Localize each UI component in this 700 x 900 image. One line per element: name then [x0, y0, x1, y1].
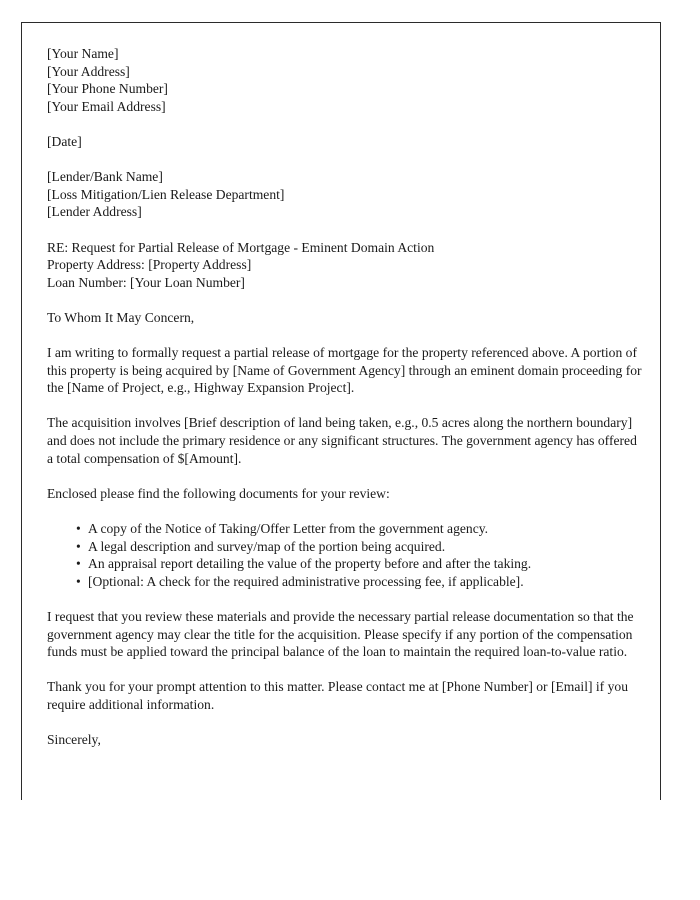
closing-salutation: Sincerely, [47, 732, 101, 748]
sender-address-block [47, 45, 646, 115]
body-paragraph-4-block [47, 678, 646, 713]
salutation-block [47, 309, 646, 327]
date-line: [Date] [47, 133, 82, 149]
recipient-address: [Lender Address] [47, 204, 142, 220]
loan-number-line: Loan Number: [Your Loan Number] [47, 274, 245, 290]
body-paragraph-2: The acquisition involves [Brief description of land being taken, e.g., 0.5 acres along the northern boundary] and does not include the primary residence or any significant structures. The government agency has offered a total compensation of $[Amount]. [47, 415, 637, 466]
enclosure-intro-block [47, 485, 646, 503]
date-block [47, 133, 646, 151]
body-paragraph-1-block [47, 344, 646, 397]
body-paragraph-4: Thank you for your prompt attention to this matter. Please contact me at [Phone Number] or [Email] if you require additional information. [47, 679, 628, 712]
closing-block [47, 731, 646, 749]
recipient-address-block [47, 168, 646, 221]
sender-email: [Your Email Address] [47, 98, 166, 114]
sender-phone: [Your Phone Number] [47, 81, 168, 97]
list-item: • [Optional: A check for the required administrative processing fee, if applicable]. [88, 573, 646, 591]
sender-name: [Your Name] [47, 46, 119, 61]
body-paragraph-1: I am writing to formally request a partial release of mortgage for the property referenced above. A portion of this property is being acquired by [Name of Government Agency] through an eminent domain proceeding for the [Name of Project, e.g., Highway Expansion Project]. [47, 345, 642, 396]
letter-body [47, 45, 646, 749]
body-paragraph-3: I request that you review these materials and provide the necessary partial release documentation so that the government agency may clear the title for the acquisition. Please specify if any portion of the compensation funds must be applied toward the principal balance of the loan to maintain the required loan-to-value ratio. [47, 609, 634, 660]
list-item: • A legal description and survey/map of the portion being acquired. [88, 538, 646, 556]
enclosure-list-block [47, 520, 646, 590]
list-item: • A copy of the Notice of Taking/Offer Letter from the government agency. [88, 520, 646, 538]
enclosure-list [47, 520, 646, 590]
reference-block [47, 239, 646, 292]
sender-address: [Your Address] [47, 63, 130, 79]
recipient-department: [Loss Mitigation/Lien Release Department] [47, 186, 285, 202]
body-paragraph-3-block [47, 608, 646, 661]
list-item: • An appraisal report detailing the value of the property before and after the taking. [88, 555, 646, 573]
recipient-lender-name: [Lender/Bank Name] [47, 169, 163, 185]
body-paragraph-2-block [47, 414, 646, 467]
salutation: To Whom It May Concern, [47, 309, 195, 325]
enclosure-intro: Enclosed please find the following documents for your review: [47, 485, 390, 501]
letter-page [21, 22, 661, 800]
subject-line: RE: Request for Partial Release of Mortgage - Eminent Domain Action [47, 239, 435, 255]
property-address-line: Property Address: [Property Address] [47, 257, 252, 273]
